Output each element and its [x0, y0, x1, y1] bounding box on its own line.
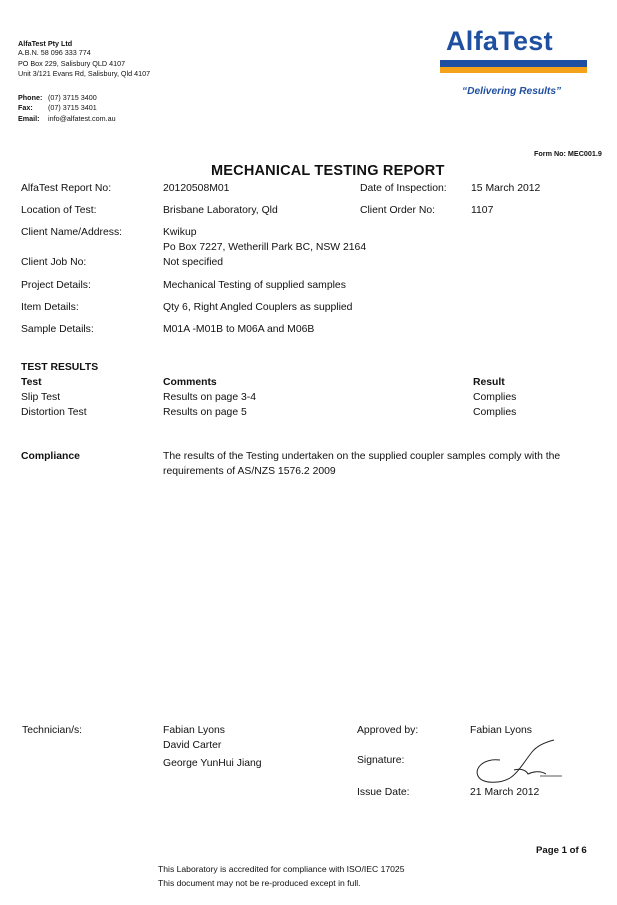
footer-accreditation: This Laboratory is accredited for compliance with ISO/IEC 17025: [158, 864, 405, 874]
client-order-value: 1107: [471, 205, 494, 216]
logo-text: AlfaTest: [446, 26, 553, 56]
compliance-line-1: The results of the Testing undertaken on the supplied coupler samples comply with the: [163, 451, 561, 462]
result-row-result: Complies: [473, 392, 517, 403]
phone-label: Phone:: [18, 93, 43, 102]
test-results-heading: TEST RESULTS: [21, 362, 99, 373]
technician-name: George YunHui Jiang: [163, 758, 262, 769]
issue-date-label: Issue Date:: [357, 787, 410, 798]
footer-reproduction: This document may not be re-produced except in full.: [158, 878, 361, 888]
technician-name: Fabian Lyons: [163, 725, 225, 736]
inspection-date-value: 15 March 2012: [471, 183, 541, 194]
report-no-value: 20120508M01: [163, 183, 230, 194]
approved-value: Fabian Lyons: [470, 725, 532, 736]
client-address: Po Box 7227, Wetherill Park BC, NSW 2164: [163, 242, 367, 253]
technician-name: David Carter: [163, 740, 222, 751]
location-label: Location of Test:: [21, 205, 97, 216]
issue-date-value: 21 March 2012: [470, 787, 540, 798]
client-order-label: Client Order No:: [360, 205, 436, 216]
item-value: Qty 6, Right Angled Couplers as supplied: [163, 302, 353, 313]
company-abn: A.B.N. 58 096 333 774: [18, 48, 91, 57]
logo-orange-bar: [440, 67, 587, 73]
logo-tagline: “Delivering Results”: [462, 86, 562, 97]
company-po-box: PO Box 229, Salisbury QLD 4107: [18, 59, 126, 68]
logo-blue-bar: [440, 60, 587, 67]
job-value: Not specified: [163, 257, 224, 268]
sample-value: M01A -M01B to M06A and M06B: [163, 324, 315, 335]
sample-label: Sample Details:: [21, 324, 94, 335]
col-comments-header: Comments: [163, 377, 217, 388]
result-row-test: Distortion Test: [21, 407, 87, 418]
company-street: Unit 3/121 Evans Rd, Salisbury, Qld 4107: [18, 69, 151, 78]
form-number: Form No: MEC001.9: [534, 149, 602, 158]
email-value: info@alfatest.com.au: [48, 114, 116, 123]
col-result-header: Result: [473, 377, 505, 388]
fax-value: (07) 3715 3401: [48, 103, 97, 112]
alfatest-logo: [440, 26, 588, 86]
project-label: Project Details:: [21, 280, 91, 291]
company-name: AlfaTest Pty Ltd: [18, 39, 73, 48]
project-value: Mechanical Testing of supplied samples: [163, 280, 346, 291]
result-row-test: Slip Test: [21, 392, 61, 403]
job-label: Client Job No:: [21, 257, 87, 268]
result-row-result: Complies: [473, 407, 517, 418]
compliance-line-2: requirements of AS/NZS 1576.2 2009: [163, 466, 336, 477]
email-label: Email:: [18, 114, 40, 123]
result-row-comments: Results on page 5: [163, 407, 247, 418]
technician-label: Technician/s:: [22, 725, 83, 736]
client-label: Client Name/Address:: [21, 227, 123, 238]
col-test-header: Test: [21, 377, 42, 388]
signature-image: [470, 738, 565, 788]
page-number: Page 1 of 6: [536, 845, 587, 856]
compliance-label: Compliance: [21, 451, 80, 462]
inspection-date-label: Date of Inspection:: [360, 183, 447, 194]
fax-label: Fax:: [18, 103, 33, 112]
phone-value: (07) 3715 3400: [48, 93, 97, 102]
signature-label: Signature:: [357, 755, 405, 766]
result-row-comments: Results on page 3-4: [163, 392, 256, 403]
client-name: Kwikup: [163, 227, 197, 238]
approved-label: Approved by:: [357, 725, 419, 736]
report-title: MECHANICAL TESTING REPORT: [211, 163, 445, 179]
report-no-label: AlfaTest Report No:: [21, 183, 112, 194]
location-value: Brisbane Laboratory, Qld: [163, 205, 278, 216]
item-label: Item Details:: [21, 302, 79, 313]
